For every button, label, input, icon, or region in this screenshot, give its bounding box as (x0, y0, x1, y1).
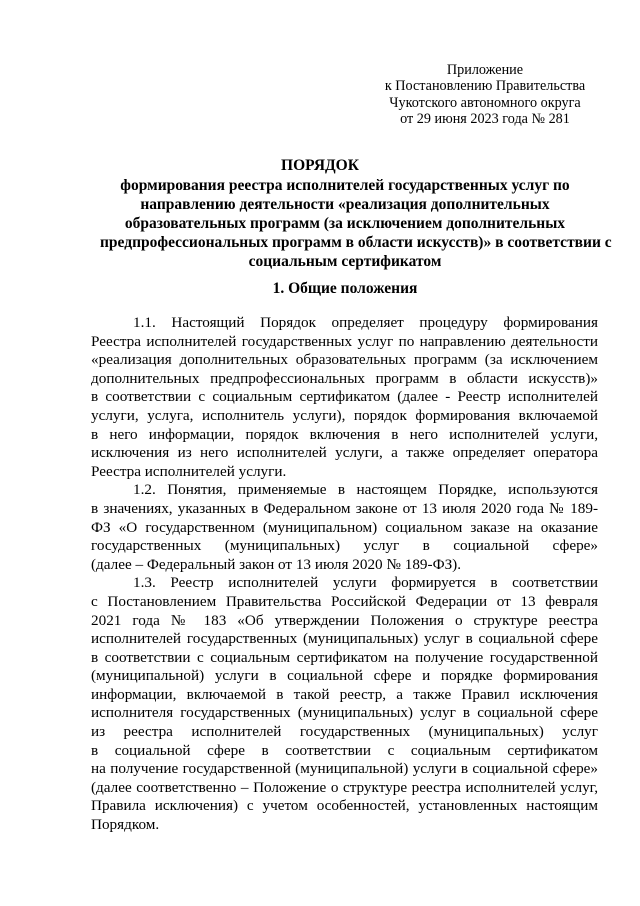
text-line: государственных (муниципальных) услуг в социальной сфере» (91, 537, 598, 555)
document-title: ПОРЯДОК (281, 157, 359, 174)
paragraph-1-1 (91, 314, 598, 481)
text-line: «реализация дополнительных образовательных программ (за исключением (91, 351, 598, 369)
text-line: в соответствии с социальным сертификатом на получение государственной (91, 648, 598, 666)
text-line: (далее соответственно – Положение о структуре реестра исполнителей услуг, (91, 778, 598, 796)
text-line: Реестра исполнителей государственных услуг по направлению деятельности (91, 332, 598, 350)
text-line: дополнительных предпрофессиональных программ в области искусств)» (91, 369, 598, 387)
text-line: в соответствии с социальным сертификатом (далее - Реестр исполнителей (91, 388, 598, 406)
text-line: исключения из него исполнителей услуги, а также определяет оператора (91, 444, 598, 462)
appendix-line: Приложение (446, 62, 524, 78)
text-line: 1.1. Настоящий Порядок определяет процедуру формирования (133, 314, 598, 331)
appendix-line: от 29 июня 2023 года № 281 (400, 111, 570, 128)
appendix-block (365, 62, 605, 128)
text-line: с Постановлением Правительства Российской Федерации от 13 февраля (91, 592, 598, 610)
text-line: услуги, услуга, исполнитель услуги), порядок формирования включаемой (91, 406, 598, 424)
text-line: исполнителей государственных (муниципальных) услуг в социальной сфере (91, 630, 598, 648)
text-line: Правила исключения) с учетом особенностей, установленных настоящим (91, 797, 598, 815)
text-line: информации, включаемой в такой реестр, а также Правил исключения (91, 685, 598, 703)
text-line: (далее – Федеральный закон от 13 июля 2020 № 189-ФЗ). (91, 555, 462, 573)
appendix-line: Чукотского автономного округа (389, 94, 581, 111)
text-line: (муниципальной) услуги в социальной сфере и порядке формирования (91, 667, 598, 685)
text-line: в социальной сфере в соответствии с социальным сертификатом (91, 741, 598, 759)
subtitle-line: социальным сертификатом (248, 253, 442, 270)
text-line: в значениях, указанных в Федеральном законе от 13 июля 2020 года № 189- (91, 499, 598, 517)
text-line: ФЗ «О государственном (муниципальном) социальном заказе на оказание (91, 518, 598, 536)
subtitle-line: направлению деятельности «реализация дополнительных (140, 196, 550, 213)
text-line: из реестра исполнителей государственных (муниципальных) услуг (91, 723, 598, 741)
text-line: 1.2. Понятия, применяемые в настоящем Порядке, используются (133, 481, 598, 499)
text-line: 2021 года № 183 «Об утверждении Положения о структуре реестра (91, 611, 598, 629)
text-line: Порядком. (91, 816, 160, 834)
text-line: 1.3. Реестр исполнителей услуги формируется в соответствии (133, 574, 598, 592)
appendix-line: к Постановлению Правительства (384, 78, 586, 95)
subtitle-line: предпрофессиональных программ в области искусств)» в соответствии с (100, 234, 612, 251)
text-line: исполнителя государственных (муниципальных) услуг в социальной сфере (91, 704, 598, 722)
subtitle-line: образовательных программ (за исключением дополнительных (124, 215, 566, 232)
subtitle-line: формирования реестра исполнителей государственных услуг по (120, 177, 570, 194)
paragraph-1-2 (91, 481, 598, 574)
text-line: в него информации, порядок включения в него исполнителей услуги, (91, 425, 598, 443)
text-line: на получение государственной (муниципальной) услуги в социальной сфере» (91, 760, 598, 778)
document-subtitle (100, 176, 612, 271)
text-line: Реестра исполнителей услуги. (91, 462, 287, 480)
section-heading: 1. Общие положения (272, 280, 418, 297)
section-body (91, 314, 598, 835)
paragraph-1-3 (91, 574, 598, 834)
